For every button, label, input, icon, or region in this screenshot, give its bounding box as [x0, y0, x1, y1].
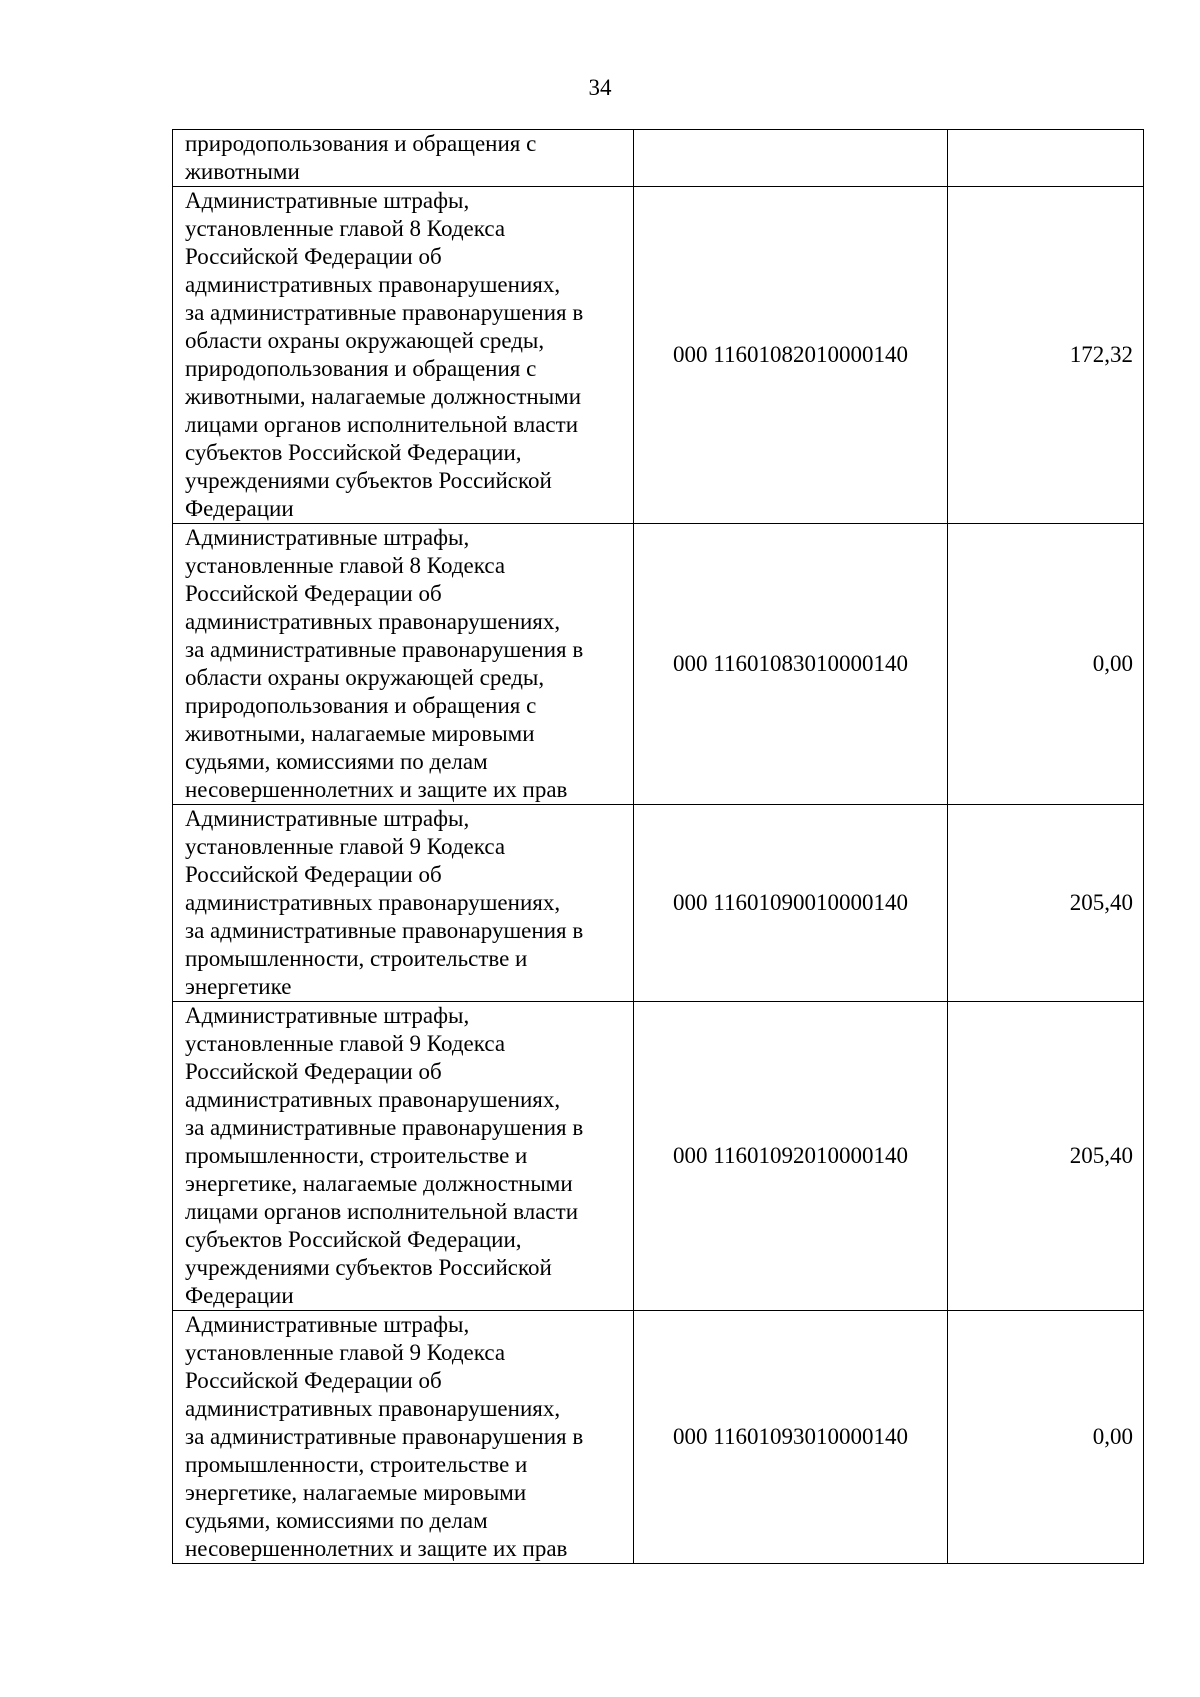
revenue-name-line: несовершеннолетних и защите их прав: [185, 1536, 568, 1561]
budget-code-cell: 000 11601090010000140: [634, 805, 948, 1002]
revenue-name-line: энергетике, налагаемые должностными: [185, 1171, 573, 1196]
revenue-name-line: административных правонарушениях,: [185, 272, 561, 297]
revenue-name-line: Административные штрафы,: [185, 806, 470, 831]
revenue-name-cell: [173, 805, 634, 1002]
budget-code-cell: 000 11601082010000140: [634, 187, 948, 524]
revenue-name-line: животными, налагаемые должностными: [185, 384, 582, 409]
revenue-name-line: Российской Федерации об: [185, 862, 442, 887]
amount-cell: 205,40: [948, 805, 1144, 1002]
budget-code-cell: 000 11601093010000140: [634, 1311, 948, 1564]
revenue-name-line: за административные правонарушения в: [185, 1424, 584, 1449]
amount-cell: 205,40: [948, 1002, 1144, 1311]
table-row: [173, 524, 1144, 805]
revenue-name-line: области охраны окружающей среды,: [185, 665, 545, 690]
revenue-name-line: Российской Федерации об: [185, 1368, 442, 1393]
table-body: [173, 130, 1144, 1564]
revenue-name-line: несовершеннолетних и защите их прав: [185, 777, 568, 802]
revenue-name-cell: [173, 130, 634, 187]
revenue-name-line: Российской Федерации об: [185, 581, 442, 606]
revenue-name-line: природопользования и обращения с: [185, 356, 537, 381]
revenue-name-line: лицами органов исполнительной власти: [185, 412, 578, 437]
revenue-name-line: административных правонарушениях,: [185, 890, 561, 915]
revenue-name-line: за административные правонарушения в: [185, 637, 584, 662]
revenue-name-line: животными, налагаемые мировыми: [185, 721, 535, 746]
revenue-name-line: природопользования и обращения с: [185, 131, 537, 156]
revenue-name-line: Административные штрафы,: [185, 525, 470, 550]
revenue-name-line: промышленности, строительстве и: [185, 1143, 528, 1168]
revenue-name-cell: [173, 187, 634, 524]
revenue-name-line: установленные главой 9 Кодекса: [185, 1031, 506, 1056]
revenue-name-line: административных правонарушениях,: [185, 1396, 561, 1421]
revenue-name-line: энергетике, налагаемые мировыми: [185, 1480, 527, 1505]
revenue-name-line: субъектов Российской Федерации,: [185, 1227, 522, 1252]
revenue-name-line: Российской Федерации об: [185, 1059, 442, 1084]
budget-code-cell: 000 11601092010000140: [634, 1002, 948, 1311]
revenue-name-line: Федерации: [185, 496, 294, 521]
revenue-name-line: за административные правонарушения в: [185, 918, 584, 943]
amount-cell: 172,32: [948, 187, 1144, 524]
amount-cell: [948, 130, 1144, 187]
revenue-name-line: промышленности, строительстве и: [185, 1452, 528, 1477]
revenue-name-line: субъектов Российской Федерации,: [185, 440, 522, 465]
budget-code-cell: 000 11601083010000140: [634, 524, 948, 805]
revenue-name-line: учреждениями субъектов Российской: [185, 1255, 552, 1280]
revenue-name-line: Административные штрафы,: [185, 188, 470, 213]
revenue-name-line: животными: [185, 159, 300, 184]
revenue-name-line: административных правонарушениях,: [185, 609, 561, 634]
revenue-name-line: судьями, комиссиями по делам: [185, 749, 488, 774]
table-row: [173, 1002, 1144, 1311]
revenue-name-line: установленные главой 9 Кодекса: [185, 1340, 506, 1365]
revenue-name-line: за административные правонарушения в: [185, 300, 584, 325]
revenue-name-line: учреждениями субъектов Российской: [185, 468, 552, 493]
revenue-name-line: административных правонарушениях,: [185, 1087, 561, 1112]
revenue-name-line: судьями, комиссиями по делам: [185, 1508, 488, 1533]
revenue-name-cell: [173, 1002, 634, 1311]
revenue-name-line: Административные штрафы,: [185, 1312, 470, 1337]
amount-cell: 0,00: [948, 524, 1144, 805]
revenue-name-line: установленные главой 9 Кодекса: [185, 834, 506, 859]
revenue-name-line: области охраны окружающей среды,: [185, 328, 545, 353]
revenue-table: [172, 129, 1144, 1564]
revenue-name-line: лицами органов исполнительной власти: [185, 1199, 578, 1224]
revenue-name-line: Федерации: [185, 1283, 294, 1308]
amount-cell: 0,00: [948, 1311, 1144, 1564]
table-row: [173, 130, 1144, 187]
revenue-name-line: за административные правонарушения в: [185, 1115, 584, 1140]
revenue-name-line: природопользования и обращения с: [185, 693, 537, 718]
revenue-name-line: Административные штрафы,: [185, 1003, 470, 1028]
revenue-name-line: установленные главой 8 Кодекса: [185, 553, 506, 578]
table-row: [173, 187, 1144, 524]
budget-code-cell: [634, 130, 948, 187]
table-row: [173, 805, 1144, 1002]
revenue-name-line: промышленности, строительстве и: [185, 946, 528, 971]
revenue-name-cell: [173, 524, 634, 805]
revenue-name-line: энергетике: [185, 974, 292, 999]
revenue-name-line: установленные главой 8 Кодекса: [185, 216, 506, 241]
page-number: 34: [588, 75, 612, 100]
revenue-name-line: Российской Федерации об: [185, 244, 442, 269]
revenue-name-cell: [173, 1311, 634, 1564]
table-row: [173, 1311, 1144, 1564]
